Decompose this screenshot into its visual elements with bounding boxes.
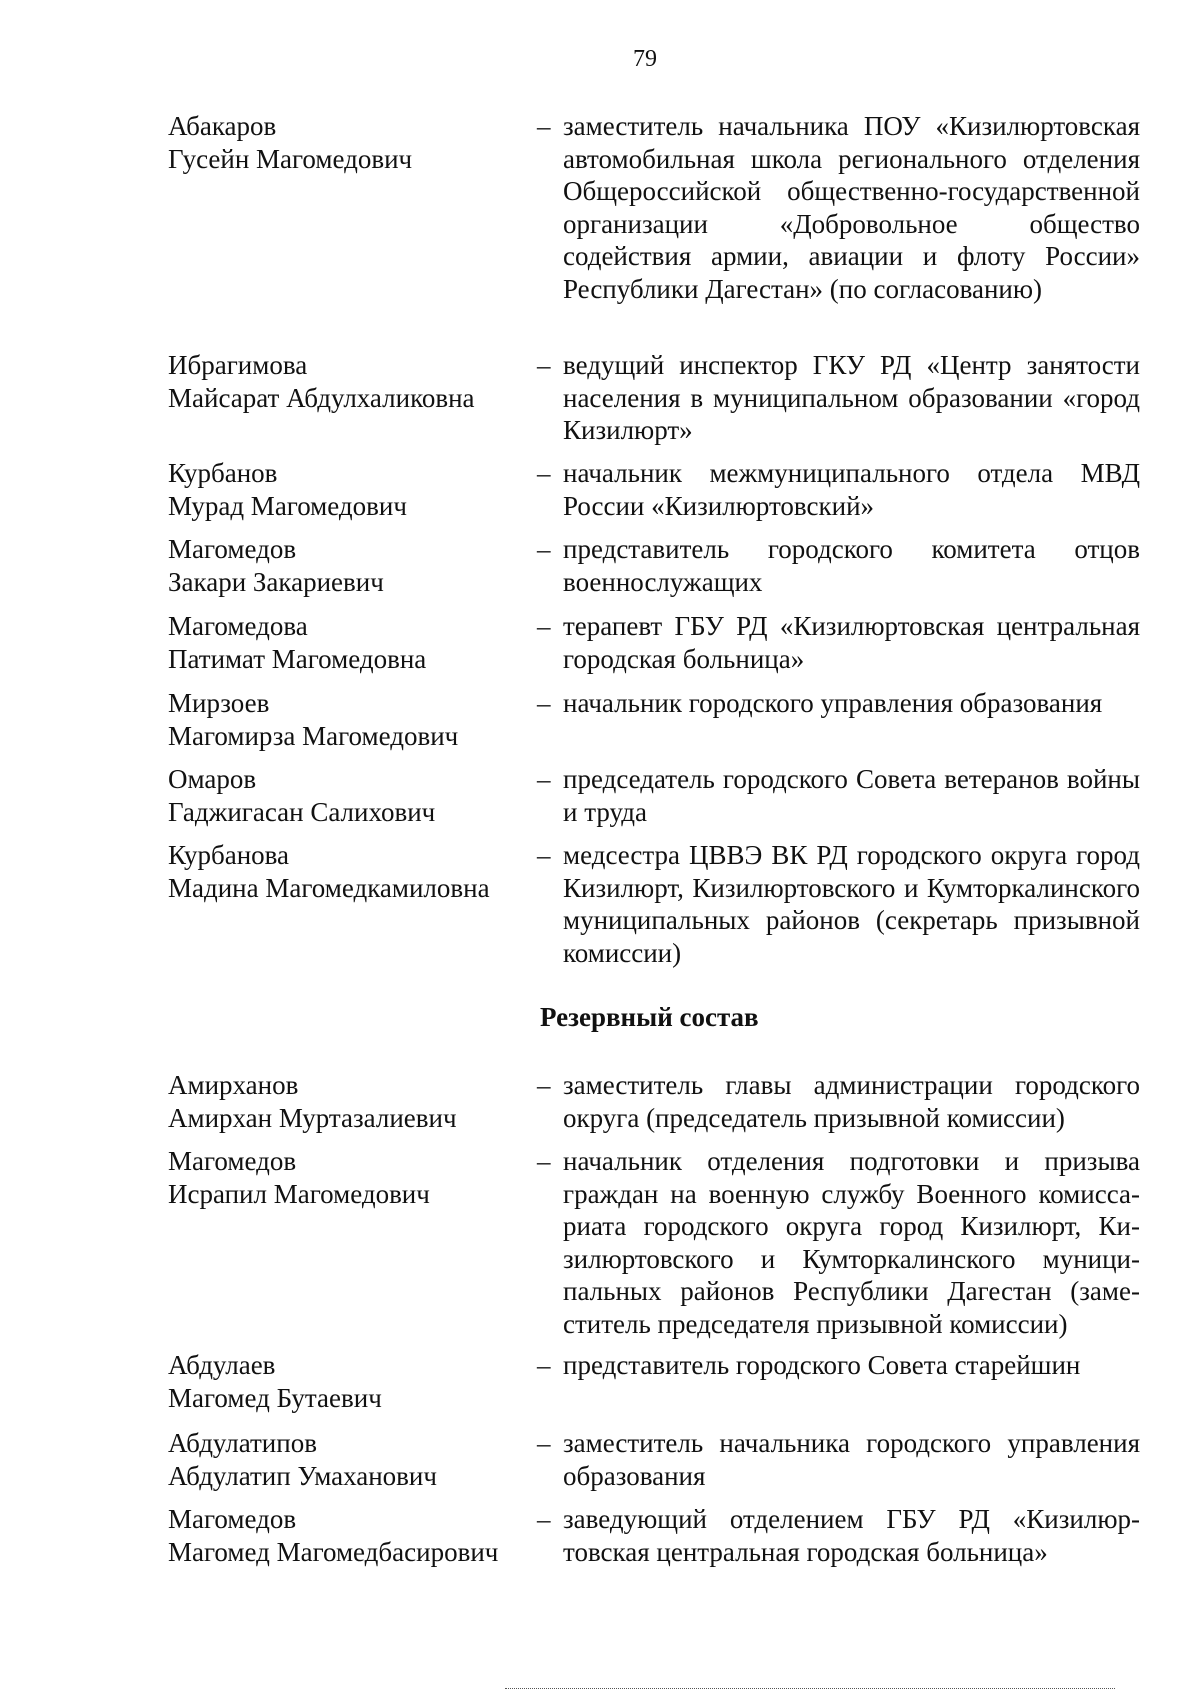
dash: –	[537, 611, 551, 641]
member-role: представитель городского Совета старейшин	[563, 1350, 1081, 1380]
member-surname: Абдулатипов	[168, 1428, 317, 1458]
member-given-name: Гусейн Магомедович	[168, 143, 413, 174]
member-role: председатель городского Совета ветеранов войны и труда	[563, 764, 1140, 827]
member-surname: Абдулаев	[168, 1350, 276, 1380]
member-name	[168, 687, 528, 752]
member-role: заместитель начальника городского управления образования	[563, 1428, 1140, 1491]
member-name	[168, 1069, 528, 1134]
member-role: начальник отделения подготовки и призыва граждан на военную службу Военного комиссариата городского округа город Кизилюрт, Кизилюртовского и Кумторкалинского муниципальных районов Республики Дагестан (заместитель председателя призывной комиссии)	[563, 1146, 1140, 1339]
member-given-name: Магомирза Магомедович	[168, 720, 459, 751]
member-role: терапевт ГБУ РД «Кизилюртовская центральная городская больница»	[563, 611, 1140, 674]
member-surname: Амирханов	[168, 1070, 299, 1100]
member-given-name: Майсарат Абдулхаликовна	[168, 382, 475, 413]
member-given-name: Патимат Магомедовна	[168, 643, 427, 674]
member-name	[168, 1349, 528, 1414]
dash: –	[537, 458, 551, 488]
dash: –	[537, 688, 551, 718]
bottom-dotted-rule	[505, 1688, 1115, 1689]
member-surname: Магомедов	[168, 534, 297, 564]
member-name	[168, 110, 528, 175]
member-role: начальник межмуниципального отдела МВД России «Кизилюртовский»	[563, 458, 1140, 521]
member-role: представитель городского комитета отцов военнослужащих	[563, 534, 1140, 597]
dash: –	[537, 764, 551, 794]
member-role: ведущий инспектор ГКУ РД «Центр занятости населения в муниципальном образовании «город Кизилюрт»	[563, 350, 1140, 445]
member-name	[168, 610, 528, 675]
member-surname: Курбанов	[168, 458, 278, 488]
member-given-name: Закари Закариевич	[168, 566, 384, 597]
member-name	[168, 1503, 528, 1568]
reserve-heading: Резервный состав	[540, 1002, 759, 1032]
member-name	[168, 1145, 528, 1210]
member-given-name: Гаджигасан Салихович	[168, 796, 436, 827]
dash: –	[537, 534, 551, 564]
member-role: медсестра ЦВВЭ ВК РД городского округа город Кизилюрт, Кизилюртовского и Кумторкалинского муниципальных районов (секретарь призывной комиссии)	[563, 840, 1140, 968]
member-given-name: Мадина Магомедкамиловна	[168, 872, 490, 903]
member-given-name: Мурад Магомедович	[168, 490, 407, 521]
member-role: заместитель главы администрации городского округа (председатель призывной комиссии)	[563, 1070, 1140, 1133]
member-given-name: Амирхан Муртазалиевич	[168, 1102, 457, 1133]
member-surname: Абакаров	[168, 111, 277, 141]
member-name	[168, 763, 528, 828]
member-name	[168, 457, 528, 522]
member-role: начальник городского управления образования	[563, 688, 1103, 718]
member-name	[168, 839, 528, 904]
dash: –	[537, 1070, 551, 1100]
member-surname: Омаров	[168, 764, 257, 794]
member-surname: Мирзоев	[168, 688, 270, 718]
member-surname: Ибрагимова	[168, 350, 308, 380]
member-name	[168, 1427, 528, 1492]
dash: –	[537, 111, 551, 141]
member-role: заместитель начальника ПОУ «Кизилюртовская автомобильная школа регионального отделения Общероссийской общественно-государственной организации «Добровольное общество содействия армии, авиации и флоту России» Республики Дагестан» (по согласованию)	[563, 111, 1140, 304]
dash: –	[537, 1146, 551, 1176]
member-name	[168, 533, 528, 598]
dash: –	[537, 350, 551, 380]
dash: –	[537, 1428, 551, 1458]
member-given-name: Магомед Магомедбасирович	[168, 1536, 499, 1567]
member-role: заведующий отделением ГБУ РД «Кизилюртовская центральная городская больница»	[563, 1504, 1140, 1567]
member-surname: Магомедов	[168, 1146, 297, 1176]
dash: –	[537, 1350, 551, 1380]
member-given-name: Магомед Бутаевич	[168, 1382, 382, 1413]
member-name	[168, 349, 528, 414]
dash: –	[537, 840, 551, 870]
page-number: 79	[633, 46, 657, 72]
dash: –	[537, 1504, 551, 1534]
member-surname: Магомедова	[168, 611, 308, 641]
member-surname: Магомедов	[168, 1504, 297, 1534]
member-surname: Курбанова	[168, 840, 290, 870]
member-given-name: Исрапил Магомедович	[168, 1178, 430, 1209]
member-given-name: Абдулатип Умаханович	[168, 1460, 437, 1491]
